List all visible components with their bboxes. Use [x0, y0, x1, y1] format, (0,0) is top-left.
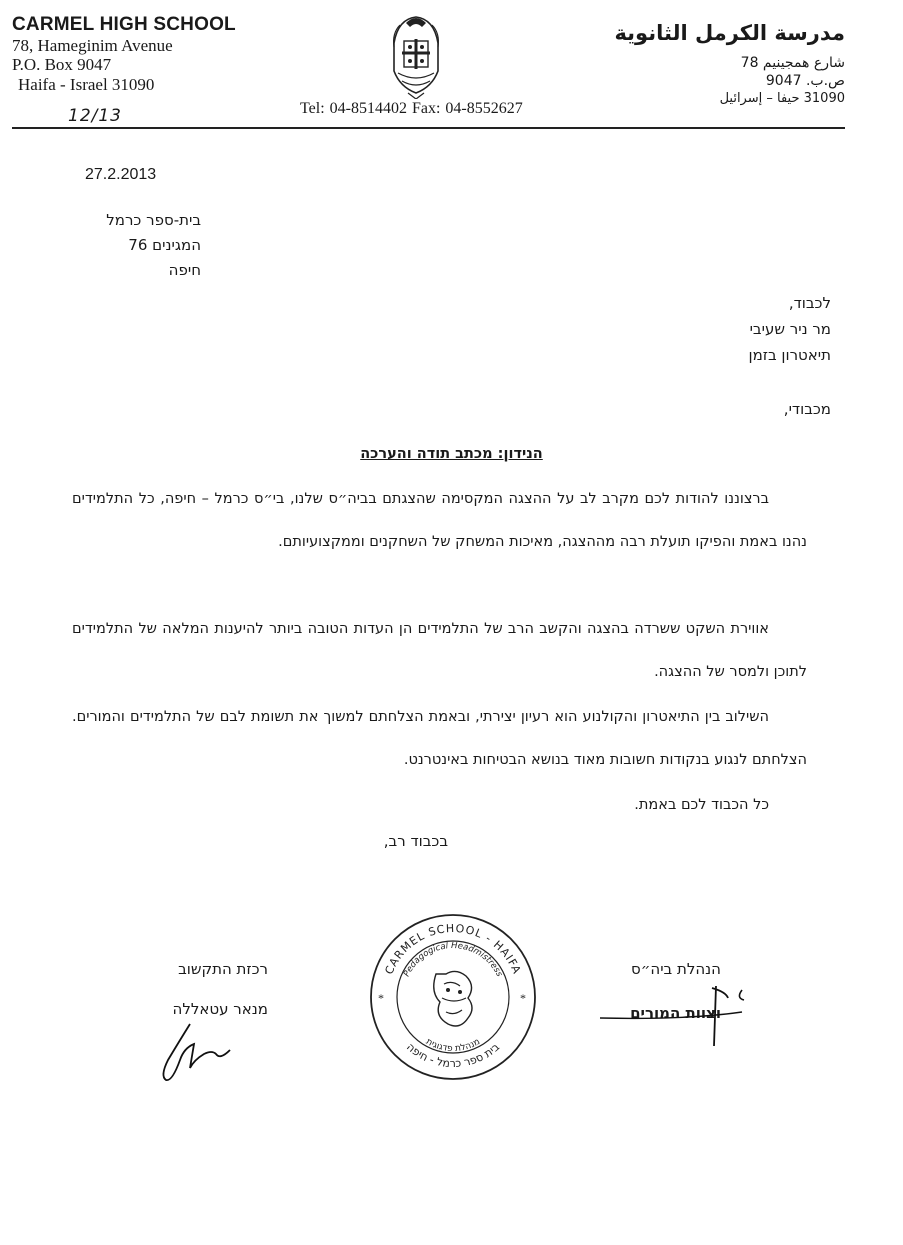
address-en-line-2: P.O. Box 9047	[12, 55, 112, 75]
paragraph-4: כל הכבוד לכם באמת.	[634, 797, 769, 813]
recipient-line-3: תיאטרון בזמן	[748, 346, 831, 364]
svg-text:Pedagogical Headmistress: Pedagogical Headmistress	[401, 940, 505, 979]
sender-line-3: חיפה	[168, 261, 201, 279]
signer-left-title: רכזת התקשוב	[178, 960, 268, 978]
sender-line-1: בית-ספר כרמל	[106, 211, 201, 229]
svg-text:*: *	[520, 991, 526, 1005]
address-ar-line-3: 31090 حيفا – إسرائيل	[719, 90, 845, 106]
signature-left-scrawl	[150, 1020, 240, 1084]
handwritten-reference: 12/13	[68, 106, 122, 126]
letterhead-arabic	[614, 20, 845, 107]
sender-line-2: המגינים 76	[128, 236, 201, 254]
signer-left-name: מנאר עטאללה	[172, 1000, 268, 1018]
signer-right-title: הנהלת ביה״ס	[631, 960, 721, 978]
svg-text:בית ספר כרמל - חיפה: בית ספר כרמל - חיפה	[404, 1040, 502, 1071]
recipient-line-1: לכבוד,	[788, 294, 831, 312]
contact-phone-fax: Tel: 04-8514402 Fax: 04-8552627	[300, 100, 523, 117]
recipient-line-2: מר ניר שעיבי	[749, 320, 831, 338]
sender-address	[106, 208, 201, 283]
letterhead-english	[12, 14, 236, 94]
address-ar-line-1: شارع همجينيم 78	[740, 54, 845, 71]
letterhead-divider	[12, 127, 845, 129]
signer-right-team: וצוות המורים	[630, 1004, 721, 1022]
school-name-ar: مدرسة الكرمل الثانوية	[614, 21, 845, 45]
svg-text:מנהלת פדגוגית: מנהלת פדגוגית	[424, 1036, 482, 1055]
letter-subject: הנידון: מכתב תודה והערכה	[360, 446, 543, 462]
recipient-address	[748, 290, 831, 368]
svg-text:CARMEL SCHOOL - HAIFA: CARMEL SCHOOL - HAIFA	[382, 921, 524, 977]
school-name-en: CARMEL HIGH SCHOOL	[12, 14, 236, 35]
paragraph-2: אווירת השקט ששרדה בהצגה והקשב הרב של התלמידים הן העדות הטובה ביותר להיענות המלאה של התלמידים לתוכן ולמסר של ההצגה.	[72, 621, 807, 680]
svg-text:*: *	[378, 991, 384, 1005]
letter-date: 27.2.2013	[85, 166, 157, 183]
address-en-line-3: Haifa - Israel 31090	[18, 74, 155, 94]
closing-phrase: בכבוד רב,	[383, 832, 448, 850]
address-ar-line-2: ص.ب. 9047	[765, 72, 845, 89]
paragraph-1: ברצוננו להודות לכם מקרב לב על ההצגה המקסימה שהצגתם בביה״ס שלנו, בי״ס כרמל – חיפה, כל התלמידים נהנו באמת והפיקו תועלת רבה מההצגה, מאיכות המשחק של השחקנים וממקצועיותם.	[72, 491, 807, 550]
address-en-line-1: 78, Hameginim Avenue	[12, 35, 173, 55]
salutation: מכבודי,	[783, 400, 831, 418]
school-crest-icon	[388, 13, 444, 99]
paragraph-3: השילוב בין התיאטרון והקולנוע הוא רעיון יצירתי, ובאמת הצלחתם למשוך את תשומת לבם של התלמידים והמורים. הצלחתם לנגוע בנקודות חשובות מאוד בנושא הבטיחות באינטרנט.	[72, 709, 807, 768]
official-school-stamp	[368, 912, 538, 1082]
